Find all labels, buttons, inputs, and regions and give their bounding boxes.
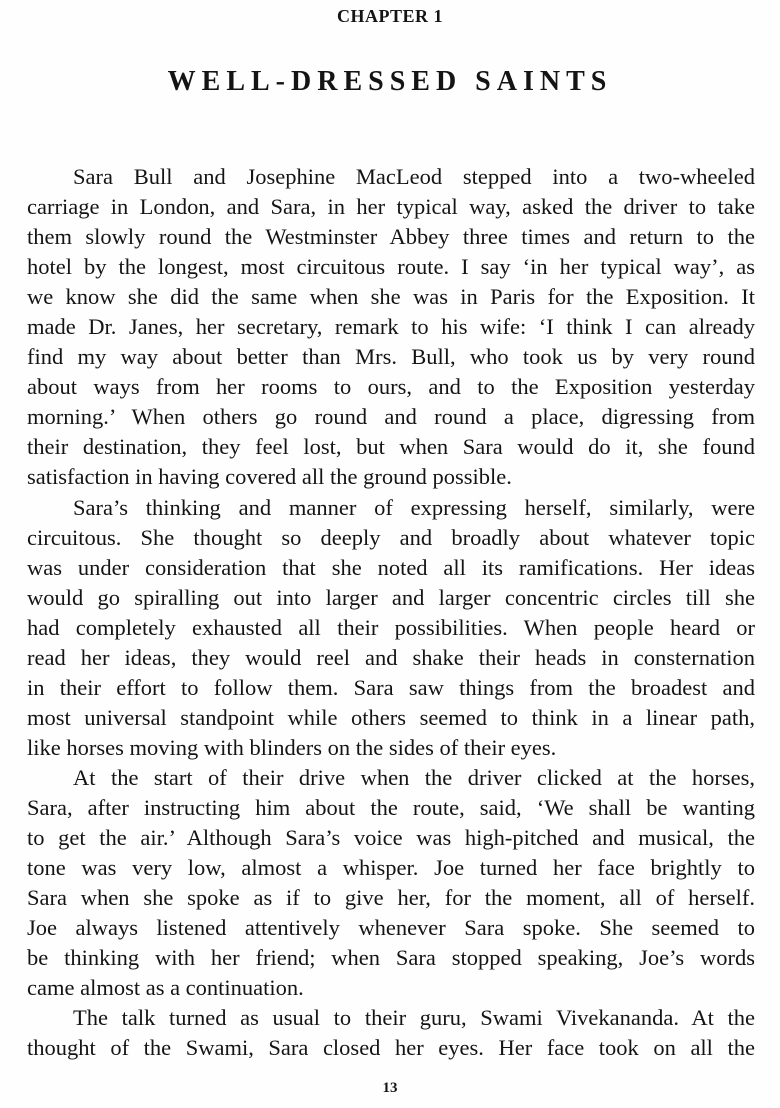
text-line: most universal standpoint while others seemed to think in a linear path, [27,704,755,730]
text-line: had completely exhausted all their possibilities. When people heard or [27,614,755,640]
paragraph [27,162,755,493]
text-line: Joe always listened attentively whenever Sara spoke. She seemed to [27,915,755,941]
text-line: them slowly round the Westminster Abbey three times and return to the [27,224,755,250]
text-line: thought of the Swami, Sara closed her eyes. Her face took on all the [27,1035,755,1061]
text-line: Sara, after instructing him about the route, said, ‘We shall be wanting [27,794,755,820]
paragraph [27,493,755,763]
text-line: came almost as a continuation. [27,975,304,1001]
text-line: their destination, they feel lost, but when Sara would do it, she found [27,434,755,460]
text-line: circuitous. She thought so deeply and broadly about whatever topic [27,524,755,550]
text-line: morning.’ When others go round and round a place, digressing from [27,404,755,430]
text-line: Sara Bull and Josephine MacLeod stepped into a two-wheeled [73,164,755,189]
text-line: we know she did the same when she was in Paris for the Exposition. It [27,284,755,310]
text-line: tone was very low, almost a whisper. Joe turned her face brightly to [27,855,755,881]
text-line: hotel by the longest, most circuitous route. I say ‘in her typical way’, as [27,254,755,280]
text-line: satisfaction in having covered all the ground possible. [27,464,512,490]
paragraph [27,1003,755,1063]
body-text [27,162,755,1063]
text-line: would go spiralling out into larger and larger concentric circles till she [27,584,755,610]
chapter-label: CHAPTER 1 [336,6,443,26]
text-line: in their effort to follow them. Sara saw things from the broadest and [27,674,755,700]
text-line: to get the air.’ Although Sara’s voice was high-pitched and musical, the [27,825,755,851]
page-number: 13 [382,1080,398,1096]
text-line: Sara when she spoke as if to give her, for the moment, all of herself. [27,885,755,911]
text-line: was under consideration that she noted all its ramifications. Her ideas [27,554,755,580]
text-line: read her ideas, they would reel and shake their heads in consternation [27,644,755,670]
text-line: find my way about better than Mrs. Bull, who took us by very round [27,344,755,370]
text-line: made Dr. Janes, her secretary, remark to his wife: ‘I think I can already [27,314,755,340]
text-line: Sara’s thinking and manner of expressing herself, similarly, were [73,494,755,520]
paragraph [27,763,755,1003]
text-line: like horses moving with blinders on the sides of their eyes. [27,734,557,760]
text-line: The talk turned as usual to their guru, Swami Vivekananda. At the [73,1005,755,1031]
chapter-title: WELL-DRESSED SAINTS [167,66,613,97]
text-line: carriage in London, and Sara, in her typical way, asked the driver to take [27,194,755,220]
text-line: At the start of their drive when the driver clicked at the horses, [73,764,755,790]
text-line: about ways from her rooms to ours, and to the Exposition yesterday [27,374,755,400]
text-line: be thinking with her friend; when Sara stopped speaking, Joe’s words [27,945,755,971]
